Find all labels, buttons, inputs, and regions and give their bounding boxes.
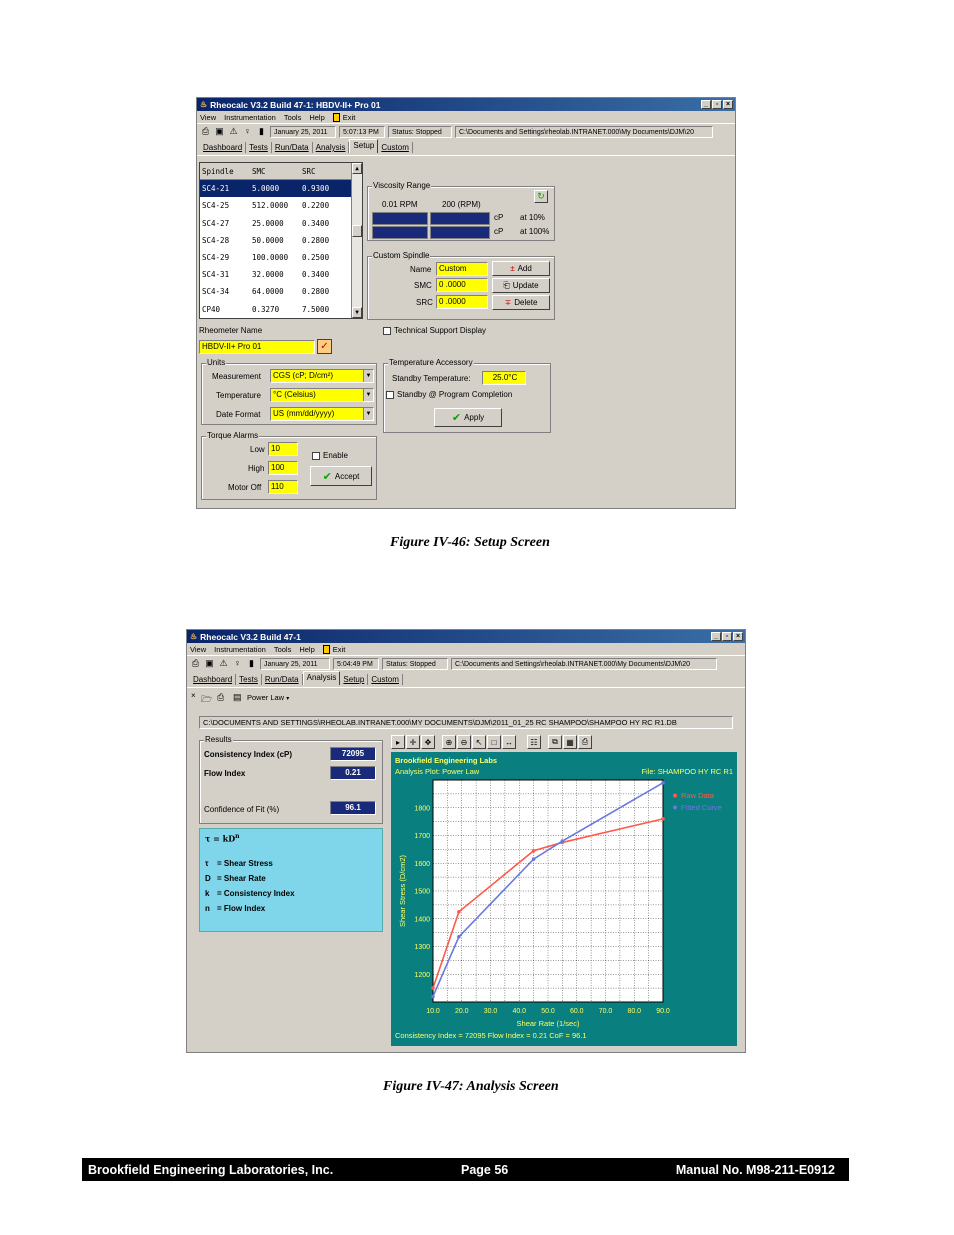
spindle-table[interactable]	[199, 162, 363, 319]
table-cell: 0.9300	[302, 184, 330, 194]
table-row[interactable]	[200, 301, 362, 318]
visc-pct-2: at 100%	[520, 227, 550, 236]
tab-custom[interactable]: Custom	[378, 142, 413, 153]
check-icon: ✔	[322, 470, 332, 483]
copy-icon[interactable]: ⧉	[548, 735, 562, 749]
custom-smc-input[interactable]: 0 .0000	[436, 278, 488, 292]
update-button[interactable]: ⎗ Update	[492, 278, 550, 293]
table-cell: 32.0000	[252, 270, 284, 280]
torque-high-input[interactable]: 100	[268, 461, 298, 475]
tab-analysis[interactable]: Analysis	[303, 671, 341, 685]
date-field: January 25, 2011	[270, 126, 336, 138]
rheometer-check-icon[interactable]: ✓	[317, 339, 332, 354]
close-button[interactable]: ×	[733, 632, 743, 641]
x-tick-label: 90.0	[656, 1008, 670, 1015]
torque-low-label: Low	[250, 445, 265, 454]
table-cell: 0.3400	[302, 270, 330, 280]
x-axis-label: Shear Rate (1/sec)	[516, 1019, 580, 1028]
tab-run-data[interactable]: Run/Data	[262, 674, 303, 685]
technical-support-checkbox[interactable]: Technical Support Display	[383, 326, 486, 335]
table-row[interactable]	[200, 232, 362, 249]
col-smc: SMC	[252, 166, 266, 176]
zoom-in-icon[interactable]: ⊕	[442, 735, 456, 749]
tab-tests[interactable]: Tests	[246, 142, 272, 153]
lightbulb-icon[interactable]: ♀	[244, 126, 251, 136]
chevron-down-icon: ▾	[286, 696, 290, 702]
menu-instrumentation[interactable]: Instrumentation	[214, 644, 266, 654]
flow-index-label: Flow Index	[204, 769, 246, 778]
custom-spindle-group	[367, 251, 555, 320]
status-field: Status: Stopped	[382, 658, 448, 670]
analysis-chart	[391, 752, 737, 1046]
data-point	[457, 910, 461, 914]
path-field: C:\Documents and Settings\rheolab.INTRANET.000\My Documents\DJM\20	[451, 658, 717, 670]
x-tick-label: 10.0	[426, 1008, 440, 1015]
table-cell: SC4-25	[202, 201, 230, 211]
menu-view[interactable]: View	[190, 644, 207, 654]
play-icon[interactable]: ▸	[391, 735, 405, 749]
footer-company: Brookfield Engineering Laboratories, Inc.	[88, 1162, 334, 1177]
minimize-button[interactable]: _	[701, 100, 711, 109]
box-zoom-icon[interactable]: □	[487, 735, 501, 749]
rheometer-name-label: Rheometer Name	[199, 326, 263, 335]
tab-custom[interactable]: Custom	[368, 674, 403, 685]
footer-page: Page 56	[461, 1162, 509, 1177]
exit-icon[interactable]	[323, 645, 330, 654]
analysis-window	[186, 629, 746, 1053]
temperature-accessory-group	[383, 358, 551, 433]
standby-temperature-label: Standby Temperature:	[392, 374, 471, 383]
y-tick-label: 1800	[414, 805, 430, 813]
table-cell: 0.2200	[302, 201, 330, 211]
measurement-select[interactable]: CGS (cP; D/cm²) ▼	[270, 369, 374, 383]
menu-exit[interactable]: Exit	[342, 112, 356, 122]
torque-high-label: High	[248, 464, 265, 473]
document-icon[interactable]: ▤	[233, 692, 242, 702]
plot-toolbar	[391, 734, 741, 750]
time-field: 5:07:13 PM	[339, 126, 385, 138]
spindle-scrollbar[interactable]	[351, 163, 362, 318]
legend-marker	[673, 806, 677, 810]
data-point	[457, 935, 461, 939]
results-label: Results	[205, 735, 232, 744]
table-cell: 50.0000	[252, 235, 284, 245]
y-tick-label: 1400	[414, 916, 430, 924]
table-cell: 7.5000	[302, 304, 330, 314]
x-tick-label: 60.0	[569, 1008, 584, 1015]
chart-subtitle: Analysis Plot: Power Law	[395, 767, 480, 776]
results-group	[199, 735, 383, 824]
model-select[interactable]: Power Law ▾	[247, 693, 290, 702]
delete-button[interactable]: ∓ Delete	[492, 295, 550, 310]
x-tick-label: 50.0	[541, 1008, 555, 1015]
close-button[interactable]: ×	[723, 100, 733, 109]
data-point	[661, 781, 665, 785]
menu-help[interactable]: Help	[299, 644, 315, 654]
print-icon[interactable]: ⎙	[217, 692, 225, 702]
table-cell: CP40	[202, 304, 221, 314]
torque-alarms-label: Torque Alarms	[207, 431, 259, 440]
date-format-select[interactable]: US (mm/dd/yyyy) ▼	[270, 407, 374, 421]
cursor-icon[interactable]: ↖	[472, 735, 486, 749]
time-field: 5:04:49 PM	[333, 658, 379, 670]
units-group	[201, 358, 377, 425]
col-src: SRC	[302, 166, 316, 176]
setup-toolbar	[197, 123, 735, 139]
temperature-label: Temperature	[216, 391, 261, 400]
monitor-icon[interactable]: ▣	[215, 126, 224, 136]
formula-line: τ = Shear Stress	[205, 859, 273, 868]
table-cell: 0.3400	[302, 218, 330, 228]
analysis-menubar	[187, 643, 745, 655]
table-cell: 25.0000	[252, 218, 284, 228]
formula-line: D = Shear Rate	[205, 874, 266, 883]
rpm-high-label: 200 (RPM)	[442, 200, 481, 209]
viscosity-range-label: Viscosity Range	[373, 181, 431, 190]
menu-tools[interactable]: Tools	[273, 644, 292, 654]
exit-icon[interactable]	[333, 113, 340, 122]
visc-unit-1: cP	[494, 213, 504, 222]
legend-label: Fitted Curve	[681, 803, 722, 812]
apply-button[interactable]: ✔ Apply	[434, 408, 502, 427]
standby-completion-checkbox[interactable]: Standby @ Program Completion	[386, 390, 512, 399]
analysis-plot	[391, 752, 737, 1046]
chevron-down-icon[interactable]: ▼	[363, 389, 373, 401]
data-point	[561, 839, 565, 843]
data-point	[532, 857, 536, 861]
table-row[interactable]	[200, 180, 362, 197]
tab-setup[interactable]: Setup	[349, 139, 378, 153]
consistency-index-value: 72095	[330, 747, 376, 761]
consistency-index-label: Consistency Index (cP)	[204, 750, 293, 759]
warning-icon[interactable]: ⚠	[229, 126, 238, 136]
menu-tools[interactable]: Tools	[283, 112, 302, 122]
table-row[interactable]	[200, 283, 362, 300]
printer-icon[interactable]: ⎙	[201, 126, 210, 136]
visc-high-10	[430, 212, 490, 225]
table-row[interactable]	[200, 215, 362, 232]
y-tick-label: 1200	[414, 971, 430, 979]
menu-exit[interactable]: Exit	[332, 644, 346, 654]
monitor-icon[interactable]: ▣	[205, 658, 214, 668]
chart-title: Brookfield Engineering Labs	[395, 756, 498, 765]
measurement-label: Measurement	[212, 372, 261, 381]
path-field: C:\Documents and Settings\rheolab.INTRANET.000\My Documents\DJM\20	[455, 126, 713, 138]
analysis-tabs	[187, 671, 745, 685]
table-cell: SC4-21	[202, 184, 230, 194]
spindle-table-header	[200, 163, 362, 180]
maximize-button[interactable]: ▫	[722, 632, 732, 641]
x-tick-label: 80.0	[627, 1008, 642, 1015]
confidence-of-fit-label: Confidence of Fit (%)	[204, 805, 280, 814]
scroll-thumb[interactable]	[352, 225, 362, 237]
units-label: Units	[207, 358, 226, 367]
custom-src-input[interactable]: 0 .0000	[436, 295, 488, 309]
table-cell: SC4-31	[202, 270, 230, 280]
maximize-button[interactable]: ▫	[712, 100, 722, 109]
properties-icon[interactable]: ☷	[527, 735, 541, 749]
rpm-low-label: 0.01 RPM	[382, 200, 418, 209]
setup-tabs	[197, 139, 735, 153]
file-path-field: C:\DOCUMENTS AND SETTINGS\RHEOLAB.INTRANET.000\MY DOCUMENTS\DJM\2011_01_25 RC SHAMPOO\SHAMPOO HY RC R1.DB	[199, 716, 733, 729]
enable-checkbox[interactable]: Enable	[312, 451, 348, 460]
close-file-icon[interactable]: ×	[191, 691, 196, 700]
chevron-down-icon[interactable]: ▼	[363, 370, 373, 382]
menu-instrumentation[interactable]: Instrumentation	[224, 112, 276, 122]
y-tick-label: 1700	[414, 833, 430, 840]
x-tick-label: 40.0	[512, 1008, 527, 1015]
x-tick-label: 70.0	[598, 1008, 613, 1015]
door-icon[interactable]: ▮	[259, 126, 264, 136]
setup-title: Rheocalc V3.2 Build 47-1: HBDV-II+ Pro 01	[210, 99, 381, 110]
table-cell: 0.2800	[302, 235, 330, 245]
fit-width-icon[interactable]: ↔	[502, 735, 516, 749]
custom-name-input[interactable]: Custom	[436, 262, 488, 276]
tab-run-data[interactable]: Run/Data	[272, 142, 313, 153]
save-icon[interactable]: ▦	[563, 735, 577, 749]
y-tick-label: 1300	[414, 944, 430, 951]
x-tick-label: 30.0	[483, 1008, 498, 1015]
delete-icon: ∓	[504, 298, 512, 307]
open-folder-icon[interactable]: 🗁	[201, 694, 213, 704]
formula-line: n = Flow Index	[205, 904, 266, 913]
table-cell: SC4-34	[202, 287, 230, 297]
page-footer	[82, 1158, 849, 1181]
lightbulb-icon[interactable]: ♀	[234, 658, 241, 668]
table-cell: 100.0000	[252, 253, 289, 263]
tab-setup[interactable]: Setup	[340, 674, 368, 685]
date-format-label: Date Format	[216, 410, 261, 419]
legend-marker	[673, 794, 677, 798]
add-icon: ±	[510, 264, 515, 273]
footer-manual: Manual No. M98-211-E0912	[675, 1162, 835, 1177]
visc-pct-1: at 10%	[520, 213, 545, 222]
y-tick-label: 1500	[414, 888, 430, 896]
y-tick-label: 1600	[414, 860, 430, 868]
menu-view[interactable]: View	[200, 112, 217, 122]
data-point	[431, 995, 435, 999]
visc-low-100	[372, 226, 428, 239]
y-axis-label: Shear Stress (D/cm2)	[398, 854, 407, 928]
check-icon: ✔	[451, 412, 462, 424]
custom-name-label: Name	[410, 265, 432, 274]
torque-low-input[interactable]: 10	[268, 442, 298, 456]
chart-footer: Consistency Index = 72095 Flow Index = 0.21 CoF = 96.1	[395, 1031, 587, 1040]
data-point	[431, 986, 435, 990]
table-cell: SC4-28	[202, 235, 230, 245]
motor-off-input[interactable]: 110	[268, 480, 298, 494]
analysis-client	[187, 687, 745, 1051]
col-spindle: Spindle	[202, 166, 234, 176]
table-cell: SC4-27	[202, 218, 230, 228]
status-field: Status: Stopped	[388, 126, 452, 138]
analysis-titlebar	[187, 630, 745, 643]
warning-icon[interactable]: ⚠	[219, 658, 228, 668]
flow-index-value: 0.21	[330, 766, 376, 780]
crosshair-icon[interactable]: ✛	[406, 735, 420, 749]
chart-file-label: File: SHAMPOO HY RC R1	[641, 767, 733, 776]
figure-46-caption: Figure IV-46: Setup Screen	[390, 535, 550, 550]
power-law-formula	[199, 828, 383, 932]
print-plot-icon[interactable]: ⎙	[578, 735, 592, 749]
table-cell: 512.0000	[252, 201, 289, 211]
printer-icon[interactable]: ⎙	[191, 658, 200, 668]
torque-alarms-group	[201, 431, 377, 500]
temperature-accessory-label: Temperature Accessory	[389, 358, 473, 367]
add-button[interactable]: ± Add	[492, 261, 550, 276]
table-cell: 64.0000	[252, 287, 284, 297]
scroll-up-arrow[interactable]: ▲	[352, 163, 362, 174]
tab-dashboard[interactable]: Dashboard	[200, 142, 246, 153]
table-row[interactable]	[200, 197, 362, 214]
setup-titlebar	[197, 98, 735, 111]
rheometer-name-input[interactable]: HBDV-II+ Pro 01	[199, 340, 315, 354]
custom-smc-label: SMC	[414, 281, 432, 290]
analysis-toolbar	[187, 655, 745, 671]
visc-high-100	[430, 226, 490, 239]
setup-client	[197, 155, 735, 507]
setup-menubar	[197, 111, 735, 123]
data-point	[661, 817, 665, 821]
standby-temperature-input[interactable]: 25.0°C	[482, 371, 526, 385]
minimize-button[interactable]: _	[711, 632, 721, 641]
accept-button[interactable]: ✔ Accept	[310, 466, 372, 486]
door-icon[interactable]: ▮	[249, 658, 254, 668]
analysis-title: Rheocalc V3.2 Build 47-1	[200, 631, 301, 642]
legend-label: Raw Data	[681, 791, 714, 800]
tab-analysis[interactable]: Analysis	[313, 142, 350, 153]
custom-src-label: SRC	[416, 298, 433, 307]
table-cell: SC4-29	[202, 253, 230, 263]
app-icon: ♨	[200, 100, 208, 109]
update-icon: ⎗	[503, 280, 510, 290]
table-cell: 0.3270	[252, 304, 280, 314]
formula-line: k = Consistency Index	[205, 889, 295, 898]
table-cell: 0.2800	[302, 287, 330, 297]
setup-window	[196, 97, 736, 509]
visc-unit-2: cP	[494, 227, 504, 236]
date-field: January 25, 2011	[260, 658, 330, 670]
tab-tests[interactable]: Tests	[236, 674, 262, 685]
temperature-select[interactable]: °C (Celsius) ▼	[270, 388, 374, 402]
motor-off-label: Motor Off	[228, 483, 262, 492]
zoom-out-icon[interactable]: ⊖	[457, 735, 471, 749]
viscosity-range-group	[367, 181, 555, 241]
table-row[interactable]	[200, 249, 362, 266]
table-cell: 0.2500	[302, 253, 330, 263]
table-row[interactable]	[200, 266, 362, 283]
chevron-down-icon[interactable]: ▼	[363, 408, 373, 420]
refresh-icon[interactable]: ↻	[534, 190, 548, 203]
x-tick-label: 20.0	[454, 1008, 469, 1015]
menu-help[interactable]: Help	[309, 112, 325, 122]
formula-equation: $\tau = kD^n$	[205, 833, 240, 844]
figure-47-caption: Figure IV-47: Analysis Screen	[383, 1079, 559, 1094]
visc-low-10	[372, 212, 428, 225]
table-cell: 5.0000	[252, 184, 280, 194]
confidence-of-fit-value: 96.1	[330, 801, 376, 815]
tab-dashboard[interactable]: Dashboard	[190, 674, 236, 685]
custom-spindle-label: Custom Spindle	[373, 251, 430, 260]
app-icon: ♨	[190, 632, 198, 641]
scroll-down-arrow[interactable]: ▼	[352, 307, 362, 318]
pan-icon[interactable]: ✥	[421, 735, 435, 749]
data-point	[532, 849, 536, 853]
